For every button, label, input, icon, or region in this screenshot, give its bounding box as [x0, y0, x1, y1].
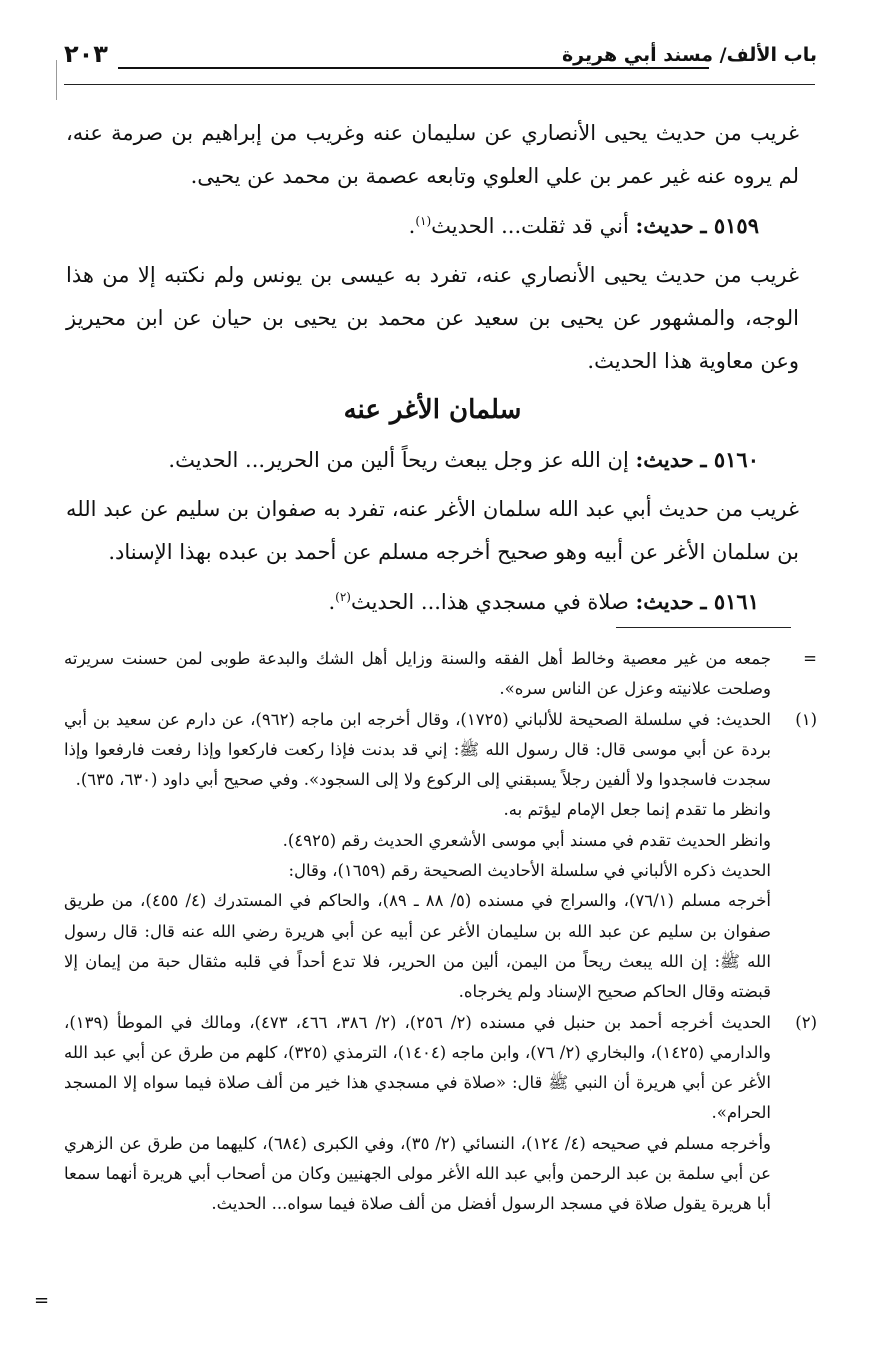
page-number: ٢٠٣	[64, 40, 108, 68]
hadith-end: .	[328, 590, 336, 614]
footnote-text: الحديث أخرجه أحمد بن حنبل في مسنده (٢/ ٢٥٦)، (٢/ ٣٨٦، ٤٦٦، ٤٧٣)، ومالك في الموطأ (١٣٩)، والدارمي (١٤٢٥)، والبخاري (٢/ ٧٦)، وابن ماجه (١٤٠٤)، الترمذي (٣٢٥)، كلهم من طرق عن أبي عبد الله الأغر عن أبي هريرة أن النبي ﷺ قال: «صلاة في مسجدي هذا خير من ألف صلاة فيما سواه إلا المسجد الحرام».	[64, 1012, 771, 1123]
hadith-keyword: حديث:	[635, 213, 694, 238]
footnote-2	[64, 1008, 817, 1220]
paragraph-2: غريب من حديث يحيى الأنصاري عنه، تفرد به عيسى بن يونس ولم نكتبه إلا من هذا الوجه، والمشهور عن يحيى بن سعيد عن محمد بن يحيى بن حيان عن ابن محيريز وعن معاوية هذا الحديث.	[66, 263, 799, 373]
hadith-number: ٥١٦٠ ـ	[700, 447, 759, 472]
hadith-keyword: حديث:	[635, 589, 694, 614]
main-text	[66, 112, 799, 630]
footnote-1	[64, 705, 817, 1008]
footnote-marker: (٢)	[795, 1012, 817, 1032]
header-rule	[118, 67, 709, 69]
hadith-5161	[66, 580, 799, 624]
hadith-text: أني قد ثقلت... الحديث	[431, 214, 629, 238]
footnote-text: وانظر ما تقدم إنما جعل الإمام ليؤتم به.	[503, 800, 771, 820]
hadith-text: إن الله عز وجل يبعث ريحاً ألين من الحرير... الحديث.	[168, 448, 629, 472]
paragraph-3: غريب من حديث أبي عبد الله سلمان الأغر عنه، تفرد به صفوان بن سليم عن عبد الله بن سلمان الأغر عن أبيه وهو صحيح أخرجه مسلم عن أحمد بن عبده بهذا الإسناد.	[66, 497, 799, 564]
footnote-text: وأخرجه مسلم في صحيحه (٤/ ١٢٤)، النسائي (٢/ ٣٥)، وفي الكبرى (٦٨٤)، كليهما من طرق عن الزهري عن أبي سلمة بن عبد الرحمن وأبي عبد الله الأغر مولى الجهنيين وكان من أصحاب أبي هريرة أنهما سمعا أبا هريرة يقول صلاة في مسجد الرسول أفضل من ألف صلاة فيما سواه... الحديث.	[64, 1133, 772, 1214]
footnote-continuation	[64, 644, 817, 705]
hadith-text: صلاة في مسجدي هذا... الحديث	[350, 590, 629, 614]
footnote-text: وانظر الحديث تقدم في مسند أبي موسى الأشعري الحديث رقم (٤٩٢٥).	[282, 830, 771, 850]
footnotes	[64, 644, 817, 1220]
hadith-number: ٥١٦١ ـ	[700, 589, 759, 614]
hadith-keyword: حديث:	[635, 447, 694, 472]
footnote-text: جمعه من غير معصية وخالط أهل الفقه والسنة وزايل أهل الشك والبدعة طوبى لمن حسنت سريرته وصلحت علانيته وعزل عن الناس سره».	[64, 649, 771, 699]
section-heading: سلمان الأغر عنه	[343, 395, 522, 425]
margin-mark	[56, 60, 57, 100]
footnote-marker: =	[803, 649, 817, 668]
footnote-ref-1: (١)	[415, 214, 432, 228]
footnote-text: الحديث: في سلسلة الصحيحة للألباني (١٧٢٥)، وقال أخرجه ابن ماجه (٩٦٢)، عن دارم عن سعيد بن أبي بردة عن أبي موسى قال: قال رسول الله ﷺ: إني قد بدنت فإذا ركعت فاركعوا وإذا رفعت فارفعوا وإذا سجدت فاسجدوا ولا ألفين رجلاً يسبقني إلى الركوع ولا إلى السجود». وفي صحيح أبي داود (٦٣٠، ٦٣٥).	[64, 709, 771, 790]
hadith-5159	[66, 204, 799, 248]
continuation-marker: =	[34, 1290, 50, 1311]
footnote-text: أخرجه مسلم (٧٦/١)، والسراج في مسنده (٥/ ٨٨ ـ ٨٩)، والحاكم في المستدرك (٤/ ٤٥٥)، من طريق صفوان بن سليم عن عبد الله بن سليمان الأغر عن أبيه عن أبي هريرة رضي الله عنه قال: قال رسول الله ﷺ: إن الله يبعث ريحاً من اليمن، ألين من الحرير، فلا تدع أحداً في قلبه مثقال حبة من إيمان إلا قبضته وقال الحاكم صحيح الإسناد ولم يخرجاه.	[64, 891, 771, 1002]
footnote-ref-2: (٢)	[335, 590, 351, 604]
paragraph-1: غريب من حديث يحيى الأنصاري عن سليمان عنه وغريب من إبراهيم بن صرمة عنه، لم يروه عنه غير عمر بن علي العلوي وتابعه عصمة بن محمد عن يحيى.	[66, 121, 799, 188]
running-header: باب الألف/ مسند أبي هريرة	[561, 44, 817, 66]
footnote-text: الحديث ذكره الألباني في سلسلة الأحاديث الصحيحة رقم (١٦٥٩)، وقال:	[288, 861, 771, 881]
hadith-number: ٥١٥٩ ـ	[700, 213, 759, 238]
header-underline	[64, 84, 815, 85]
footnote-separator	[616, 627, 791, 628]
hadith-5160	[66, 438, 799, 482]
hadith-end: .	[408, 214, 416, 238]
footnote-marker: (١)	[795, 709, 817, 729]
